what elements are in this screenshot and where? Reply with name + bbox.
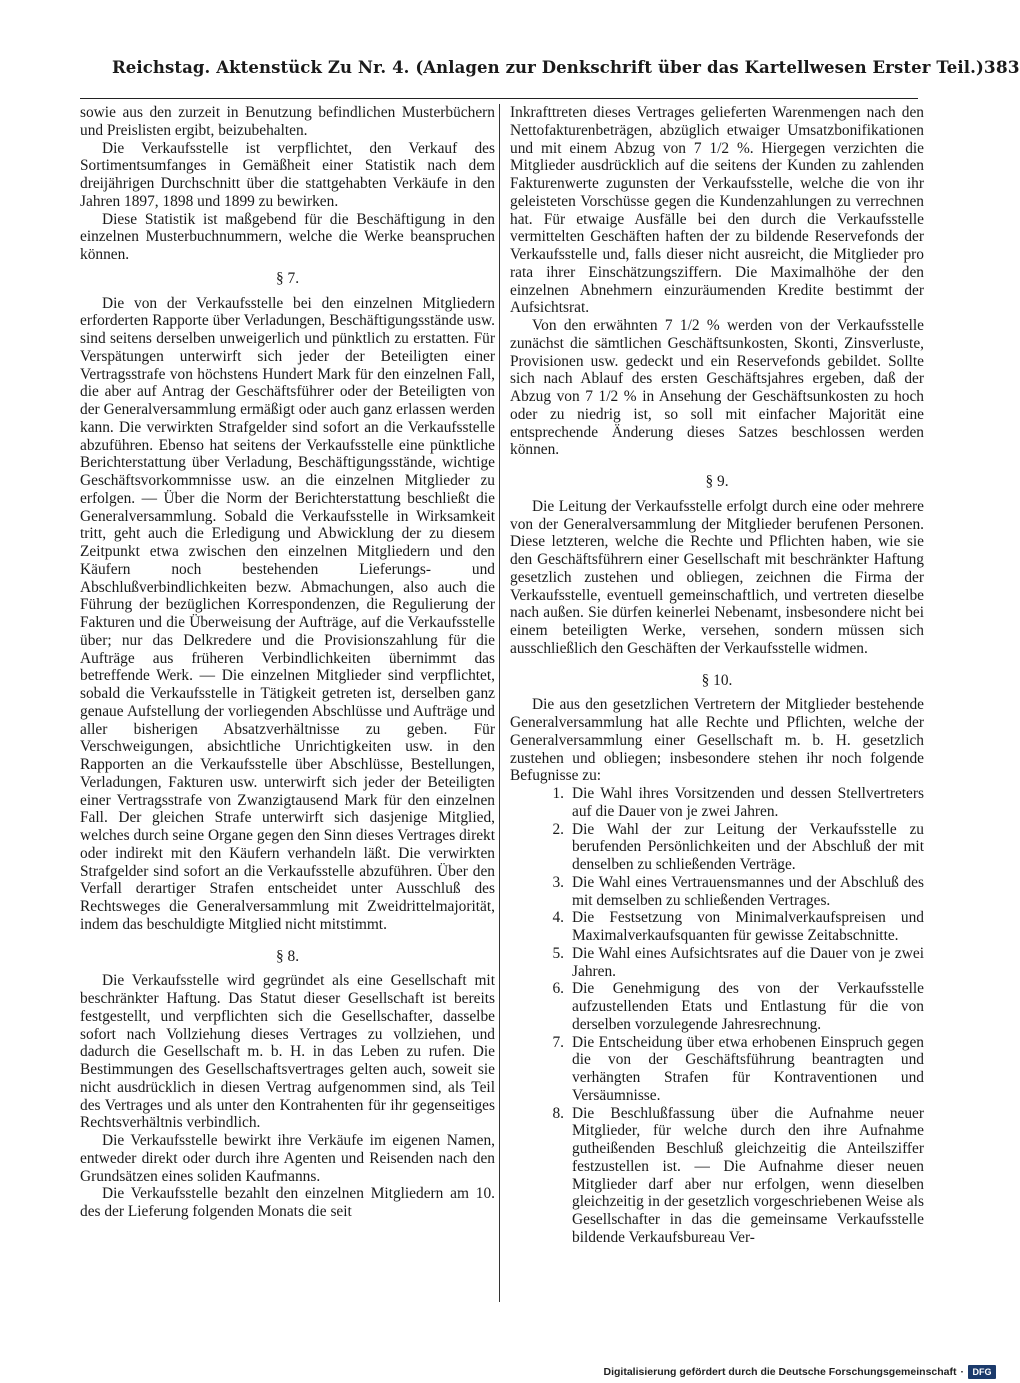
header-rule [80,98,918,99]
section-heading-7: § 7. [275,269,300,287]
left-column [80,104,495,1221]
list-item: 8. Die Beschlußfassung über die Aufnahme neuer Mitglieder, für welche durch den ihre Aufnahme gutheißenden Beschluß gleichzeitig die Anteilsziffer festzustellen ist. — Die Aufnahme dieser neuen Mitglieder darf aber nur erfolgen, wenn dieselben gleichzeitig in der gesetzlich vorgeschriebenen Weise als Gesellschafter in das die gemeinsame Verkaufsstelle bildende Verkaufsbureau Ver- [552,1104,924,1246]
running-title: Reichstag. Aktenstück Zu Nr. 4. (Anlagen zur Denkschrift über das Kartellwesen Erster Teil.) [112,58,984,77]
footer-separator: · [960,1366,964,1378]
section-heading-8: § 8. [275,947,300,965]
page-number: 383 [983,58,1020,78]
list-item: 3. Die Wahl eines Vertrauensmannes und der Abschluß des mit demselben zu schließenden Vertrages. [552,873,924,909]
paragraph: Die von der Verkaufsstelle bei den einzelnen Mitgliedern erforderten Rapporte über Verladungen, Beschäftigungsstände usw. sind seitens derselben unweigerlich und pünktlich zu erstatten. Für Verspätungen unterwirft sich jeder der Beteiligten einer Vertragsstrafe von höchstens Hundert Mark für den einzelnen Fall, die aber auf Antrag der Geschäftsführer oder der Beteiligten von der Generalversammlung ermäßigt oder auch ganz erlassen werden kann. Die verwirkten Strafgelder sind sofort an die Verkaufsstelle abzuführen. Ebenso hat seitens der Verkaufsstelle eine pünktliche Berichterstattung über Verladung, Beschäftigungsstände, wichtige Geschäftsvorkommnisse usw. an die einzelnen Mitglieder zu erfolgen. — Über die Norm der Berichterstattung beschließt die Generalversammlung. Sobald die Verkaufsstelle in Wirksamkeit tritt, geht auch die Erledigung und Abwicklung der zu diesem Zeitpunkt etwa zwischen den einzelnen Mitgliedern und den Käufern noch bestehenden Lieferungs- und Abschlußverbindlichkeiten bezw. Abmachungen, also auch die Führung der bezüglichen Korrespondenzen, die Regulierung der Fakturen und die Überweisung der Aufträge, auf die Verkaufsstelle über; nur das Delkredere und die Provisionszahlung für die Aufträge aus früheren Verbindlichkeiten übernimmt das betreffende Werk. — Die einzelnen Mitglieder sind verpflichtet, sobald die Verkaufsstelle in Tätigkeit getreten ist, derselben ganz genaue Aufstellung der vorliegenden Abschlüsse und Aufträge und aller bisherigen Absatzverhältnisse zu geben. Für Verschweigungen, absichtliche Unrichtigkeiten usw. in den Rapporten an die Verkaufsstelle über Abschlüsse, Bestellungen, Verladungen, Fakturen usw. unterwirft sich jeder der Beteiligten einer Vertragsstrafe von Zwanzigtausend Mark für den einzelnen Fall. Der gleichen Strafe unterwirft sich dasjenige Mitglied, welches durch seine Organe gegen den Sinn dieses Vertrages direkt oder indirekt mit den Käufern verhandeln läßt. Die verwirkten Strafgelder sind sofort an die Verkaufsstelle abzuführen. Über den Verfall derartiger Strafen entscheidet unter Ausschluß des Rechtsweges die Generalversammlung mit Zweidrittelmajorität, indem das beschuldigte Mitglied nicht mitstimmt. [80,294,495,933]
dfg-logo-icon: DFG [968,1365,996,1379]
paragraph: Die Leitung der Verkaufsstelle erfolgt durch eine oder mehrere von der Generalversammlung der Mitglieder berufenen Personen. Diese letzteren, welche die Rechte und Pflichten haben, wie sie den Geschäftsführern einer Gesellschaft mit beschränkter Haftung gesetzlich zustehen und obliegen, zeichnen die Firma der Verkaufsstelle, eventuell gemeinschaftlich, und vertreten dieselbe nach außen. Sie dürfen keinerlei Nebenamt, insbesondere nicht bei einem beteiligten Werke, versehen, sondern müssen sich ausschließlich den Geschäften der Verkaufsstelle widmen. [510,497,924,657]
powers-list [510,785,924,1247]
running-header [112,58,1020,90]
digitization-footer [600,1362,1000,1382]
list-item: 6. Die Genehmigung des von der Verkaufsstelle aufzustellenden Etats und Entlastung für die von derselben vorzulegende Jahresrechnung. [552,980,924,1033]
paragraph: Die Verkaufsstelle ist verpflichtet, den Verkauf des Sortimentsumfanges in Gemäßheit einer Statistik nach dem dreijährigen Durchschnitt über die stattgehabten Verkäufe in den Jahren 1897, 1898 und 1899 zu bewirken. [80,139,495,210]
right-column [510,104,924,1247]
section-heading-9: § 9. [705,473,729,490]
list-item: 4. Die Festsetzung von Minimalverkaufspreisen und Maximalverkaufsquanten für gewisse Zeitabschnitte. [552,909,924,944]
paragraph: Von den erwähnten 7 1/2 % werden von der Verkaufsstelle zunächst die sämtlichen Geschäftsunkosten, Skonti, Zinsverluste, Provisionen usw. gedeckt und ein Reservefonds gebildet. Sollte sich nach Ablauf des ersten Geschäftsjahres ergeben, daß der Abzug von 7 1/2 % in Ansehung der Geschäftsunkosten zu hoch oder zu niedrig ist, so soll mit einfacher Majorität eine entsprechende Änderung dieses Satzes beschlossen werden können. [510,317,924,459]
paragraph: Die Verkaufsstelle wird gegründet als eine Gesellschaft mit beschränkter Haftung. Das Statut dieser Gesellschaft ist bereits festgestellt, und verpflichten sich die Gesellschafter, dasselbe sofort nach Vollziehung dieses Vertrages zu vollziehen, und dadurch die Gesellschaft m. b. H. in das Leben zu rufen. Die Bestimmungen des Gesellschaftsvertrages gelten auch, soweit sie nicht ausdrücklich in diesen Vertrag aufgenommen sind, als Teil des Vertrages und als unter den Kontrahenten für ihr gegenseitiges Rechtsverhältnis verbindlich. [80,972,495,1132]
section-heading-10: § 10. [701,671,733,689]
list-item: 7. Die Entscheidung über etwa erhobenen Einspruch gegen die von der Geschäftsführung beantragten und verhängten Strafen für Kontraventionen und Versäumnisse. [552,1033,924,1104]
column-divider [499,104,500,1302]
paragraph: Die Verkaufsstelle bezahlt den einzelnen Mitgliedern am 10. des der Lieferung folgenden Monats die seit [80,1185,495,1220]
list-item: 1. Die Wahl ihres Vorsitzenden und dessen Stellvertreters auf die Dauer von je zwei Jahren. [552,785,924,820]
paragraph: Die aus den gesetzlichen Vertretern der Mitglieder bestehende Generalversammlung hat alle Rechte und Pflichten, welche der Generalversammlung einer Gesellschaft m. b. H. gesetzlich zustehen und obliegen; insbesondere stehen ihr noch folgende Befugnisse zu: [510,696,924,785]
list-item: 5. Die Wahl eines Aufsichtsrates auf die Dauer von je zwei Jahren. [552,944,924,980]
paragraph: Die Verkaufsstelle bewirkt ihre Verkäufe im eigenen Namen, entweder direkt oder durch ihre Agenten und Reisenden nach den Grundsätzen eines soliden Kaufmanns. [80,1132,495,1185]
paragraph: Inkrafttreten dieses Vertrages gelieferten Warenmengen nach den Nettofakturenbeträgen, abzüglich etwaiger Umsatzbonifikationen und mit einem Abzug von 7 1/2 %. Hiergegen verzichten die Mitglieder ausdrücklich auf die seitens der Kunden zu zahlenden Fakturenwerte zugunsten der Verkaufsstelle, welche die von ihr geleisteten Vorschüsse gegen die Kundenzahlungen zu verrechnen hat. Für etwaige Ausfälle bei den durch die Verkaufsstelle vermittelten Geschäften haften der zu bildende Reservefonds der Verkaufsstelle und, falls dieser nicht ausreicht, die Mitglieder pro rata ihrer Einschätzungsziffern. Die Maximalhöhe der den einzelnen Abnehmern einzuräumenden Kredite bestimmt der Aufsichtsrat. [510,104,924,317]
list-item: 2. Die Wahl der zur Leitung der Verkaufsstelle zu berufenden Persönlichkeiten und der Abschluß der mit denselben zu schließenden Verträge. [552,820,924,873]
footer-text: Digitalisierung gefördert durch die Deutsche Forschungsgemeinschaft [603,1366,957,1378]
paragraph: Diese Statistik ist maßgebend für die Beschäftigung in den einzelnen Musterbuchnummern, welche die Werke beanspruchen können. [80,210,495,263]
paragraph: sowie aus den zurzeit in Benutzung befindlichen Musterbüchern und Preislisten ergibt, beizubehalten. [80,104,495,139]
